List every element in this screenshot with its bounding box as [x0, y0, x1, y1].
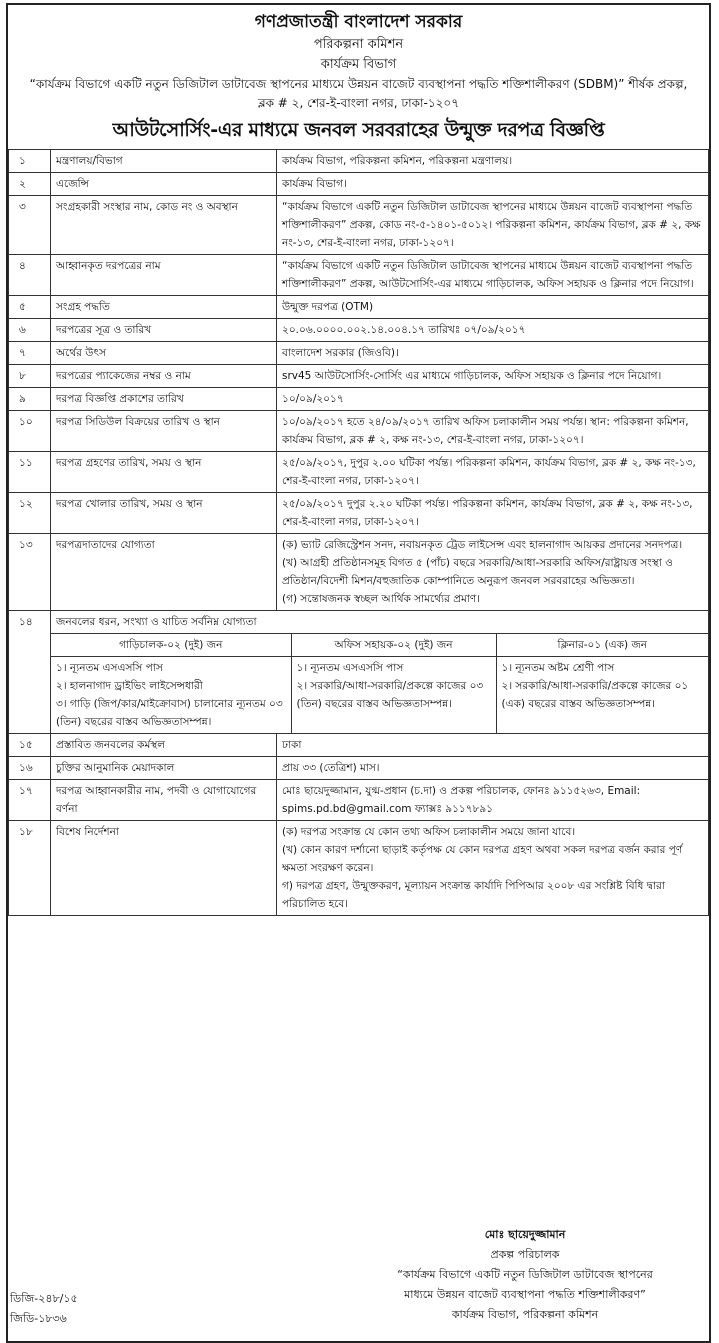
- instruction-item: (ক) দরপত্র সংক্রান্ত যে কোন তথ্য অফিস চলাকালীন সময়ে জানা যাবে।: [282, 826, 576, 838]
- row-number: ১৩: [9, 534, 51, 611]
- manpower-head-cleaner: ক্লিনার-০১ (এক) জন: [496, 634, 708, 657]
- eligibility-item: (গ) সন্তোষজনক স্বচ্ছল আর্থিক সামর্থ্যের প্রমাণ।: [282, 593, 481, 605]
- table-row: [9, 388, 709, 411]
- requirement-line: ২। হালনাগাদ ড্রাইভিং লাইসেন্সধারী: [56, 680, 203, 692]
- reference-dg: ডিজি-২৪৮/১৫: [10, 1292, 78, 1305]
- notice-header: [8, 9, 709, 145]
- row-number: ২: [9, 173, 51, 196]
- row-number: ৩: [9, 196, 51, 255]
- notice-title: আউটসোর্সিং-এর মাধ্যমে জনবল সরবরাহের উন্মুক্ত দরপত্র বিজ্ঞপ্তি: [112, 119, 605, 141]
- office-assistant-requirements: [291, 657, 496, 734]
- signatory-office: কার্যক্রম বিভাগ, পরিকল্পনা কমিশন: [451, 1308, 599, 1321]
- requirement-line: ১। ন্যূনতম এসএসসি পাস: [296, 662, 404, 674]
- table-row: [9, 821, 709, 916]
- table-row: [9, 780, 709, 821]
- row-label: দরপত্র খোলার তারিখ, সময় ও স্থান: [51, 493, 277, 534]
- signatory-designation: প্রকল্প পরিচালক: [490, 1248, 560, 1261]
- row-number: ৭: [9, 342, 51, 365]
- eligibility-item: (ক) ভ্যাট রেজিস্ট্রেশন সনদ, নবায়নকৃত ট্রেড লাইসেন্স এবং হালনাগাদ আয়কর প্রদানের সনদপত্র।: [282, 539, 683, 551]
- row-number: ৯: [9, 388, 51, 411]
- instruction-item: গ) দরপত্র গ্রহণ, উন্মুক্তকরণ, মূল্যায়ন সংক্রান্ত কার্যাদি পিপিআর ২০০৮ এর সংশ্লিষ্ট বিধি দ্বারা পরিচালিত হবে।: [282, 880, 665, 910]
- table-row: [9, 296, 709, 319]
- row-value: ঢাকা: [277, 734, 709, 757]
- row-value: উন্মুক্ত দরপত্র (OTM): [277, 296, 709, 319]
- row-number: ১৮: [9, 821, 51, 916]
- row-value: মোঃ ছায়েদুজ্জামান, যুগ্ম-প্রধান (চ.দা) ও প্রকল্প পরিচালক, ফোনঃ ৯১১৫২৬৩, Email: spims.pd.bd@gmail.com ফ্যাক্সঃ ৯১১৭৮৯১: [277, 780, 709, 821]
- row-number: ১২: [9, 493, 51, 534]
- row-value: ২৫/০৯/২০১৭, দুপুর ২.০০ ঘটিকা পর্যন্ত। পরিকল্পনা কমিশন, কার্যক্রম বিভাগ, ব্লক # ২, কক্ষ নং-১৩, শের-ই-বাংলা নগর, ঢাকা-১২০৭।: [277, 452, 709, 493]
- row-number: ৬: [9, 319, 51, 342]
- row-label: দরপত্র গ্রহণের তারিখ, সময় ও স্থান: [51, 452, 277, 493]
- row-number: ১৭: [9, 780, 51, 821]
- row-label: সংগ্রহকারী সংস্থার নাম, কোড নং ও অবস্থান: [51, 196, 277, 255]
- eligibility-item: (খ) আগ্রহী প্রতিষ্ঠানসমূহ বিগত ৫ (পাঁচ) বছরে সরকারি/আধা-সরকারি অফিস/রাষ্ট্রায়ত্ত সংস্থা ও প্রতিষ্ঠান/বিদেশী মিশন/বহুজাতিক কোম্পানিতে অনুরূপ জনবল সরবরাহের অভিজ্ঞতা।: [282, 557, 673, 587]
- row-number: ১০: [9, 411, 51, 452]
- row-value: ২০.০৬.০০০০.০০২.১৪.০০৪.১৭ তারিখঃ ০৭/০৯/২০১৭: [277, 319, 709, 342]
- eligibility-list: [277, 534, 709, 611]
- requirement-line: ২। সরকারি/আধা-সরকারি/প্রকল্পে কাজের ০৩ (তিন) বছরের বাস্তব অভিজ্ঞতাসম্পন্ন।: [296, 680, 484, 710]
- row-label: এজেন্সি: [51, 173, 277, 196]
- table-row: [9, 411, 709, 452]
- row-value: ১০/০৯/২০১৭: [277, 388, 709, 411]
- signatory-project-line-2: মাধ্যমে উন্নয়ন বাজেট ব্যবস্থাপনা পদ্ধতি শক্তিশালীকরণ”: [404, 1288, 646, 1301]
- requirement-line: ২। সরকারি/আধা-সরকারি/প্রকল্পে কাজের ০১ (এক) বছরের বাস্তব অভিজ্ঞতাসম্পন্ন।: [501, 680, 689, 710]
- division-name: কার্যক্রম বিভাগ: [320, 57, 397, 72]
- row-value: বাংলাদেশ সরকার (জিওবি)।: [277, 342, 709, 365]
- row-number: ৪: [9, 255, 51, 296]
- row-label: দরপত্র আহ্বানকারীর নাম, পদবী ও যোগাযোগের বর্ণনা: [51, 780, 277, 821]
- row-number: ১১: [9, 452, 51, 493]
- row-label: বিশেষ নির্দেশনা: [51, 821, 277, 916]
- row-number: ১৫: [9, 734, 51, 757]
- table-row: [9, 452, 709, 493]
- table-row: [9, 255, 709, 296]
- cleaner-requirements: [496, 657, 708, 734]
- row-value: কার্যক্রম বিভাগ।: [277, 173, 709, 196]
- row-number: ৫: [9, 296, 51, 319]
- table-row: [9, 173, 709, 196]
- signatory-project-line-1: “কার্যক্রম বিভাগে একটি নতুন ডিজিটাল ডাটাবেজ স্থাপনের: [397, 1268, 653, 1281]
- row-label: দরপত্র সিডিউল বিক্রয়ের তারিখ ও স্থান: [51, 411, 277, 452]
- table-row: [9, 534, 709, 611]
- government-name: গণপ্রজাতন্ত্রী বাংলাদেশ সরকার: [254, 12, 463, 32]
- signature-block: [345, 1225, 705, 1325]
- row-label: সংগ্রহ পদ্ধতি: [51, 296, 277, 319]
- row-label: চুক্তির আনুমানিক মেয়াদকাল: [51, 757, 277, 780]
- signatory-name: মোঃ ছায়েদুজ্জামান: [484, 1228, 566, 1241]
- row-label: অর্থের উৎস: [51, 342, 277, 365]
- row-label: আহ্বানকৃত দরপত্রের নাম: [51, 255, 277, 296]
- row-value: srv45 আউটসোর্সিং-সোর্সিং এর মাধ্যমে গাড়িচালক, অফিস সহায়ক ও ক্লিনার পদে নিয়োগ।: [277, 365, 709, 388]
- manpower-cell: [51, 611, 709, 734]
- instruction-item: (খ) কোন কারণ দর্শানো ছাড়াই কর্তৃপক্ষ যে কোন দরপত্র গ্রহণ অথবা সকল দরপত্র বর্জন করার পূর্ণ ক্ষমতা সংরক্ষণ করেন।: [282, 844, 683, 874]
- manpower-table: [51, 633, 708, 733]
- row-value: “কার্যক্রম বিভাগে একটি নতুন ডিজিটাল ডাটাবেজ স্থাপনের মাধ্যমে উন্নয়ন বাজেট ব্যবস্থাপনা পদ্ধতি শক্তিশালীকরণ” প্রকল্প, কোড নং-৫-১৪০১-৫০১২। পরিকল্পনা কমিশন, কার্যক্রম বিভাগ, ব্লক # ২, কক্ষ নং-১৩, শের-ই-বাংলা নগর, ঢাকা-১২০৭।: [277, 196, 709, 255]
- row-value: ২৫/০৯/২০১৭ দুপুর ২.২০ ঘটিকা পর্যন্ত। পরিকল্পনা কমিশন, কার্যক্রম বিভাগ, ব্লক # ২, কক্ষ নং-১৩, শের-ই-বাংলা নগর, ঢাকা-১২০৭।: [277, 493, 709, 534]
- table-row: [9, 150, 709, 173]
- row-number: ১৬: [9, 757, 51, 780]
- row-value: প্রায় ৩৩ (তেত্রিশ) মাস।: [277, 757, 709, 780]
- row-label: মন্ত্রণালয়/বিভাগ: [51, 150, 277, 173]
- table-row: [9, 319, 709, 342]
- tender-table: [8, 149, 709, 916]
- table-row: [9, 342, 709, 365]
- row-number: ১৪: [9, 611, 51, 734]
- row-value: “কার্যক্রম বিভাগে একটি নতুন ডিজিটাল ডাটাবেজ স্থাপনের মাধ্যমে উন্নয়ন বাজেট ব্যবস্থাপনা পদ্ধতি শক্তিশালীকরণ” প্রকল্প, আউটসোর্সিং-এর মাধ্যমে গাড়িচালক, অফিস সহায়ক ও ক্লিনার পদে নিয়োগ।: [277, 255, 709, 296]
- row-label: দরপত্রদাতাদের যোগ্যতা: [51, 534, 277, 611]
- commission-name: পরিকল্পনা কমিশন: [313, 37, 404, 52]
- row-value: কার্যক্রম বিভাগ, পরিকল্পনা কমিশন, পরিকল্পনা মন্ত্রণালয়।: [277, 150, 709, 173]
- row-label: প্রস্তাবিত জনবলের কর্মস্থল: [51, 734, 277, 757]
- reference-gd: জিডি-১৮৩৬: [10, 1312, 67, 1325]
- table-row: [9, 196, 709, 255]
- table-row: [9, 611, 709, 734]
- driver-requirements: [51, 657, 291, 734]
- reference-numbers: [10, 1289, 78, 1329]
- row-label: দরপত্রের প্যাকেজের নম্বর ও নাম: [51, 365, 277, 388]
- table-row: [9, 365, 709, 388]
- row-label: দরপত্রের সূত্র ও তারিখ: [51, 319, 277, 342]
- notice-frame: [6, 3, 711, 1343]
- requirement-line: ৩। গাড়ি (জিপ/কার/মাইক্রোবাস) চালানোর ন্যূনতম ০৩ (তিন) বছরের বাস্তব অভিজ্ঞতাসম্পন্ন।: [56, 698, 283, 728]
- manpower-head-office-assistant: অফিস সহায়ক-০২ (দুই) জন: [291, 634, 496, 657]
- table-row: [9, 734, 709, 757]
- project-name: “কার্যক্রম বিভাগে একটি নতুন ডিজিটাল ডাটাবেজ স্থাপনের মাধ্যমে উন্নয়ন বাজেট ব্যবস্থাপনা পদ্ধতি শক্তিশালীকরণ (SDBM)” শীর্ষক প্রকল্প, ব্লক # ২, শের-ই-বাংলা নগর, ঢাকা-১২০৭: [29, 77, 688, 110]
- special-instructions: [277, 821, 709, 916]
- manpower-head-driver: গাড়িচালক-০২ (দুই) জন: [51, 634, 291, 657]
- row-number: ১: [9, 150, 51, 173]
- row-label: দরপত্র বিজ্ঞপ্তি প্রকাশের তারিখ: [51, 388, 277, 411]
- row-value: ১০/০৯/২০১৭ হতে ২৪/০৯/২০১৭ তারিখ অফিস চলাকালীন সময় পর্যন্ত। স্থান: পরিকল্পনা কমিশন, কার্যক্রম বিভাগ, ব্লক # ২, কক্ষ নং-১৩, শের-ই-বাংলা নগর, ঢাকা-১২০৭।: [277, 411, 709, 452]
- row-label: জনবলের ধরন, সংখ্যা ও যাচিত সর্বনিম্ন যোগ্যতা: [56, 616, 257, 628]
- row-number: ৮: [9, 365, 51, 388]
- table-row: [9, 493, 709, 534]
- requirement-line: ১। ন্যূনতম এসএসসি পাস: [56, 662, 163, 674]
- requirement-line: ১। ন্যূনতম অষ্টম শ্রেণী পাস: [501, 662, 615, 674]
- table-row: [9, 757, 709, 780]
